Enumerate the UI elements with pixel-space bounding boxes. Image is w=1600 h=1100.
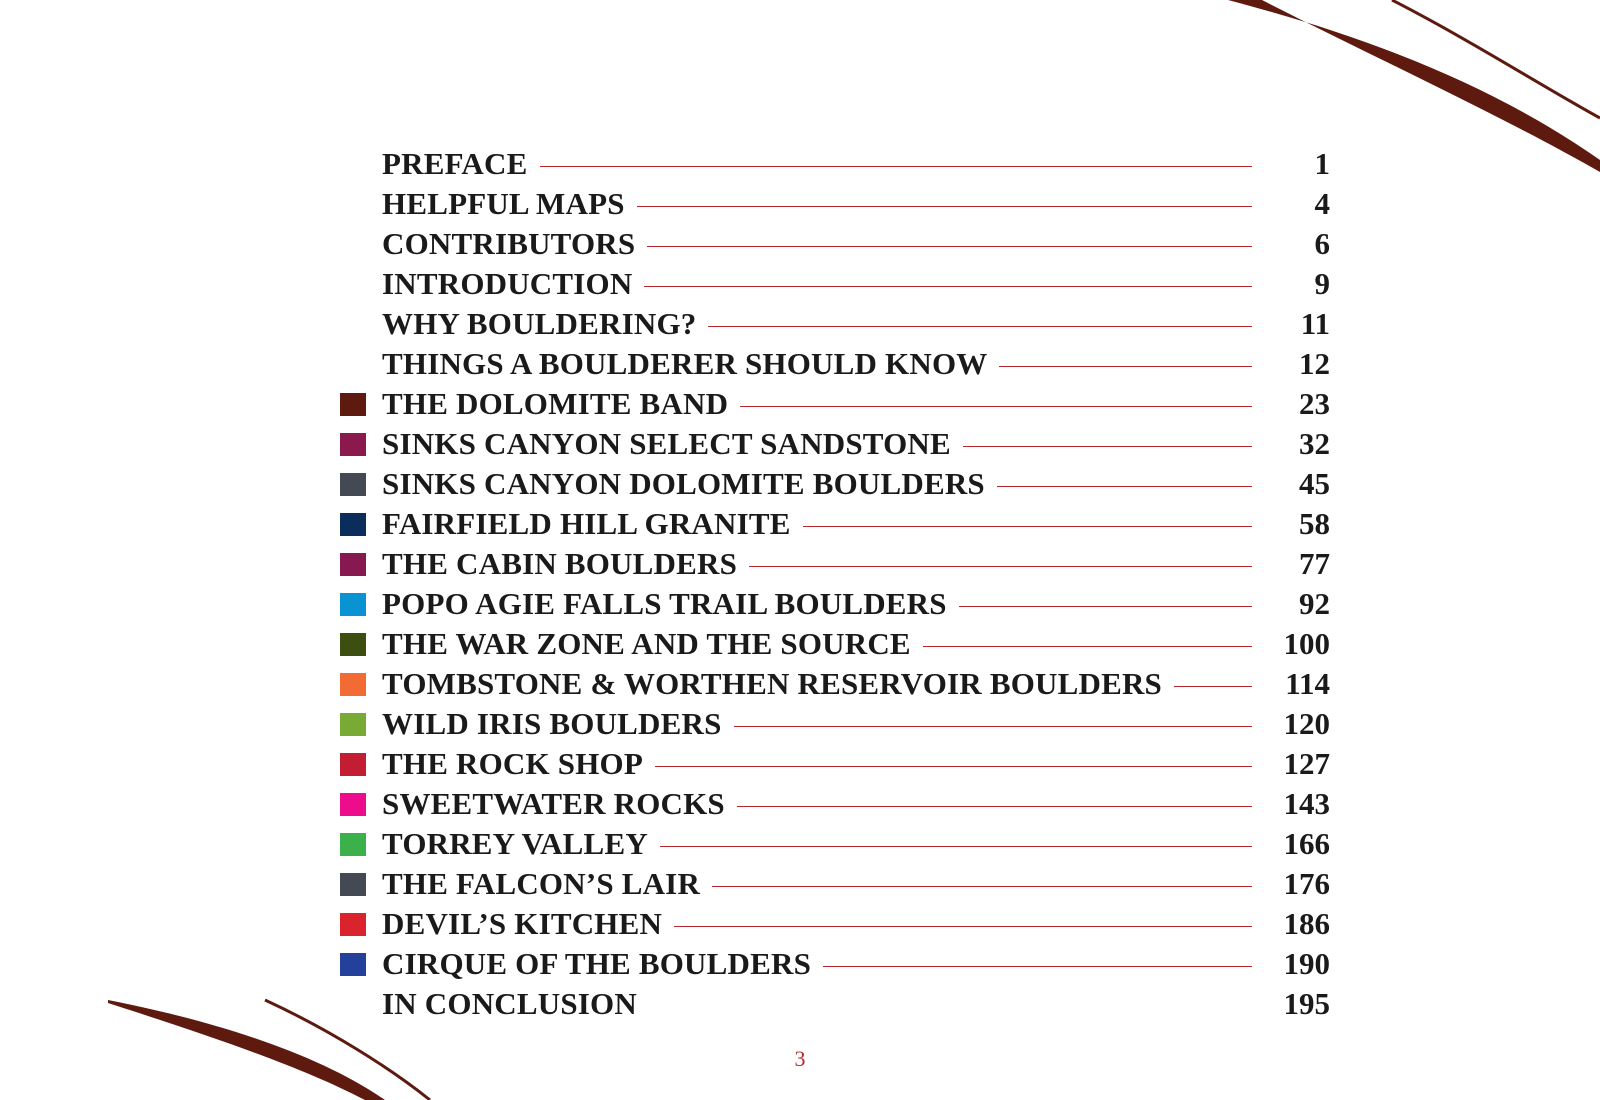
toc-entry-title: SINKS CANYON SELECT SANDSTONE bbox=[382, 426, 951, 461]
toc-entry-title: WHY BOULDERING? bbox=[382, 306, 697, 341]
toc-leader-rule bbox=[540, 166, 1252, 167]
section-color-swatch bbox=[340, 953, 366, 976]
section-color-swatch bbox=[340, 713, 366, 736]
section-color-swatch bbox=[340, 473, 366, 496]
toc-entry-title: THE WAR ZONE AND THE SOURCE bbox=[382, 626, 911, 661]
toc-entry[interactable] bbox=[340, 664, 1340, 704]
toc-entry-page-number: 100 bbox=[1283, 626, 1330, 661]
toc-leader-rule bbox=[999, 366, 1252, 367]
toc-entry-title: THE DOLOMITE BAND bbox=[382, 386, 729, 421]
toc-entry-page-number: 4 bbox=[1314, 186, 1330, 221]
toc-entry[interactable] bbox=[340, 824, 1340, 864]
toc-entry-title: DEVIL’S KITCHEN bbox=[382, 906, 663, 941]
toc-leader-rule bbox=[823, 966, 1252, 967]
toc-leader-rule bbox=[959, 606, 1252, 607]
toc-entry-title: POPO AGIE FALLS TRAIL BOULDERS bbox=[382, 586, 947, 621]
toc-entry[interactable] bbox=[340, 864, 1340, 904]
toc-entry-title: PREFACE bbox=[382, 146, 528, 181]
toc-entry[interactable] bbox=[340, 264, 1340, 304]
toc-entry-page-number: 127 bbox=[1283, 746, 1330, 781]
toc-entry[interactable] bbox=[340, 384, 1340, 424]
toc-leader-rule bbox=[655, 766, 1252, 767]
toc-entry-title: WILD IRIS BOULDERS bbox=[382, 706, 722, 741]
toc-entry-page-number: 195 bbox=[1283, 986, 1330, 1021]
toc-entry-page-number: 9 bbox=[1314, 266, 1330, 301]
toc-entry[interactable] bbox=[340, 344, 1340, 384]
toc-leader-rule bbox=[734, 726, 1252, 727]
section-color-swatch bbox=[340, 793, 366, 816]
toc-entry-title: SWEETWATER ROCKS bbox=[382, 786, 725, 821]
toc-entry-page-number: 176 bbox=[1283, 866, 1330, 901]
toc-entry-page-number: 186 bbox=[1283, 906, 1330, 941]
toc-entry-page-number: 120 bbox=[1283, 706, 1330, 741]
toc-leader-rule bbox=[997, 486, 1252, 487]
toc-entry[interactable] bbox=[340, 304, 1340, 344]
toc-entry-page-number: 114 bbox=[1285, 666, 1330, 701]
toc-leader-rule bbox=[740, 406, 1252, 407]
toc-leader-rule bbox=[803, 526, 1252, 527]
toc-entry-page-number: 166 bbox=[1283, 826, 1330, 861]
section-color-swatch bbox=[340, 553, 366, 576]
toc-entry-title: INTRODUCTION bbox=[382, 266, 633, 301]
toc-entry[interactable] bbox=[340, 464, 1340, 504]
toc-entry-title: SINKS CANYON DOLOMITE BOULDERS bbox=[382, 466, 985, 501]
toc-entry[interactable] bbox=[340, 544, 1340, 584]
toc-entry-page-number: 6 bbox=[1314, 226, 1330, 261]
section-color-swatch bbox=[340, 673, 366, 696]
toc-entry[interactable] bbox=[340, 904, 1340, 944]
toc-entry[interactable] bbox=[340, 944, 1340, 984]
toc-leader-rule bbox=[647, 246, 1252, 247]
toc-entry-title: HELPFUL MAPS bbox=[382, 186, 625, 221]
section-color-swatch bbox=[340, 513, 366, 536]
toc-entry[interactable] bbox=[340, 704, 1340, 744]
toc-entry-title: THE CABIN BOULDERS bbox=[382, 546, 738, 581]
toc-entry[interactable] bbox=[340, 184, 1340, 224]
toc-entry-page-number: 32 bbox=[1299, 426, 1330, 461]
section-color-swatch bbox=[340, 593, 366, 616]
toc-entry-title: CIRQUE OF THE BOULDERS bbox=[382, 946, 812, 981]
section-color-swatch bbox=[340, 633, 366, 656]
toc-entry-title: THINGS A BOULDERER SHOULD KNOW bbox=[382, 346, 988, 381]
toc-leader-rule bbox=[660, 846, 1252, 847]
toc-entry[interactable] bbox=[340, 624, 1340, 664]
toc-entry[interactable] bbox=[340, 584, 1340, 624]
toc-leader-rule bbox=[644, 286, 1252, 287]
section-color-swatch bbox=[340, 873, 366, 896]
toc-entry-page-number: 11 bbox=[1300, 306, 1330, 341]
toc-entry[interactable] bbox=[340, 224, 1340, 264]
toc-entry-title: TOMBSTONE & WORTHEN RESERVOIR BOULDERS bbox=[382, 666, 1162, 701]
toc-entry-page-number: 92 bbox=[1299, 586, 1330, 621]
section-color-swatch bbox=[340, 833, 366, 856]
toc-entry[interactable] bbox=[340, 984, 1340, 1024]
section-color-swatch bbox=[340, 913, 366, 936]
toc-entry[interactable] bbox=[340, 784, 1340, 824]
toc-leader-rule bbox=[712, 886, 1252, 887]
toc-entry-page-number: 143 bbox=[1283, 786, 1330, 821]
toc-entry[interactable] bbox=[340, 424, 1340, 464]
toc-entry-page-number: 23 bbox=[1299, 386, 1330, 421]
toc-entry-title: TORREY VALLEY bbox=[382, 826, 648, 861]
toc-entry-title: IN CONCLUSION bbox=[382, 986, 637, 1021]
toc-leader-rule bbox=[749, 566, 1252, 567]
section-color-swatch bbox=[340, 433, 366, 456]
toc-leader-rule bbox=[708, 326, 1252, 327]
toc-entry[interactable] bbox=[340, 144, 1340, 184]
toc-entry-title: CONTRIBUTORS bbox=[382, 226, 636, 261]
section-color-swatch bbox=[340, 753, 366, 776]
section-color-swatch bbox=[340, 393, 366, 416]
toc-entry-page-number: 58 bbox=[1299, 506, 1330, 541]
toc-entry-page-number: 77 bbox=[1299, 546, 1330, 581]
toc-entry-title: THE ROCK SHOP bbox=[382, 746, 643, 781]
toc-leader-rule bbox=[674, 926, 1252, 927]
page-number-footer: 3 bbox=[794, 1046, 806, 1071]
toc-leader-rule bbox=[737, 806, 1252, 807]
toc-entry-title: FAIRFIELD HILL GRANITE bbox=[382, 506, 791, 541]
toc-entry-page-number: 190 bbox=[1283, 946, 1330, 981]
toc-entry-page-number: 12 bbox=[1299, 346, 1330, 381]
toc-entry[interactable] bbox=[340, 504, 1340, 544]
toc-entry-page-number: 1 bbox=[1314, 146, 1330, 181]
toc-leader-rule bbox=[637, 206, 1252, 207]
toc-leader-rule bbox=[963, 446, 1252, 447]
toc-leader-rule bbox=[923, 646, 1252, 647]
toc-entry-title: THE FALCON’S LAIR bbox=[382, 866, 701, 901]
toc-entry[interactable] bbox=[340, 744, 1340, 784]
toc-entry-page-number: 45 bbox=[1299, 466, 1330, 501]
